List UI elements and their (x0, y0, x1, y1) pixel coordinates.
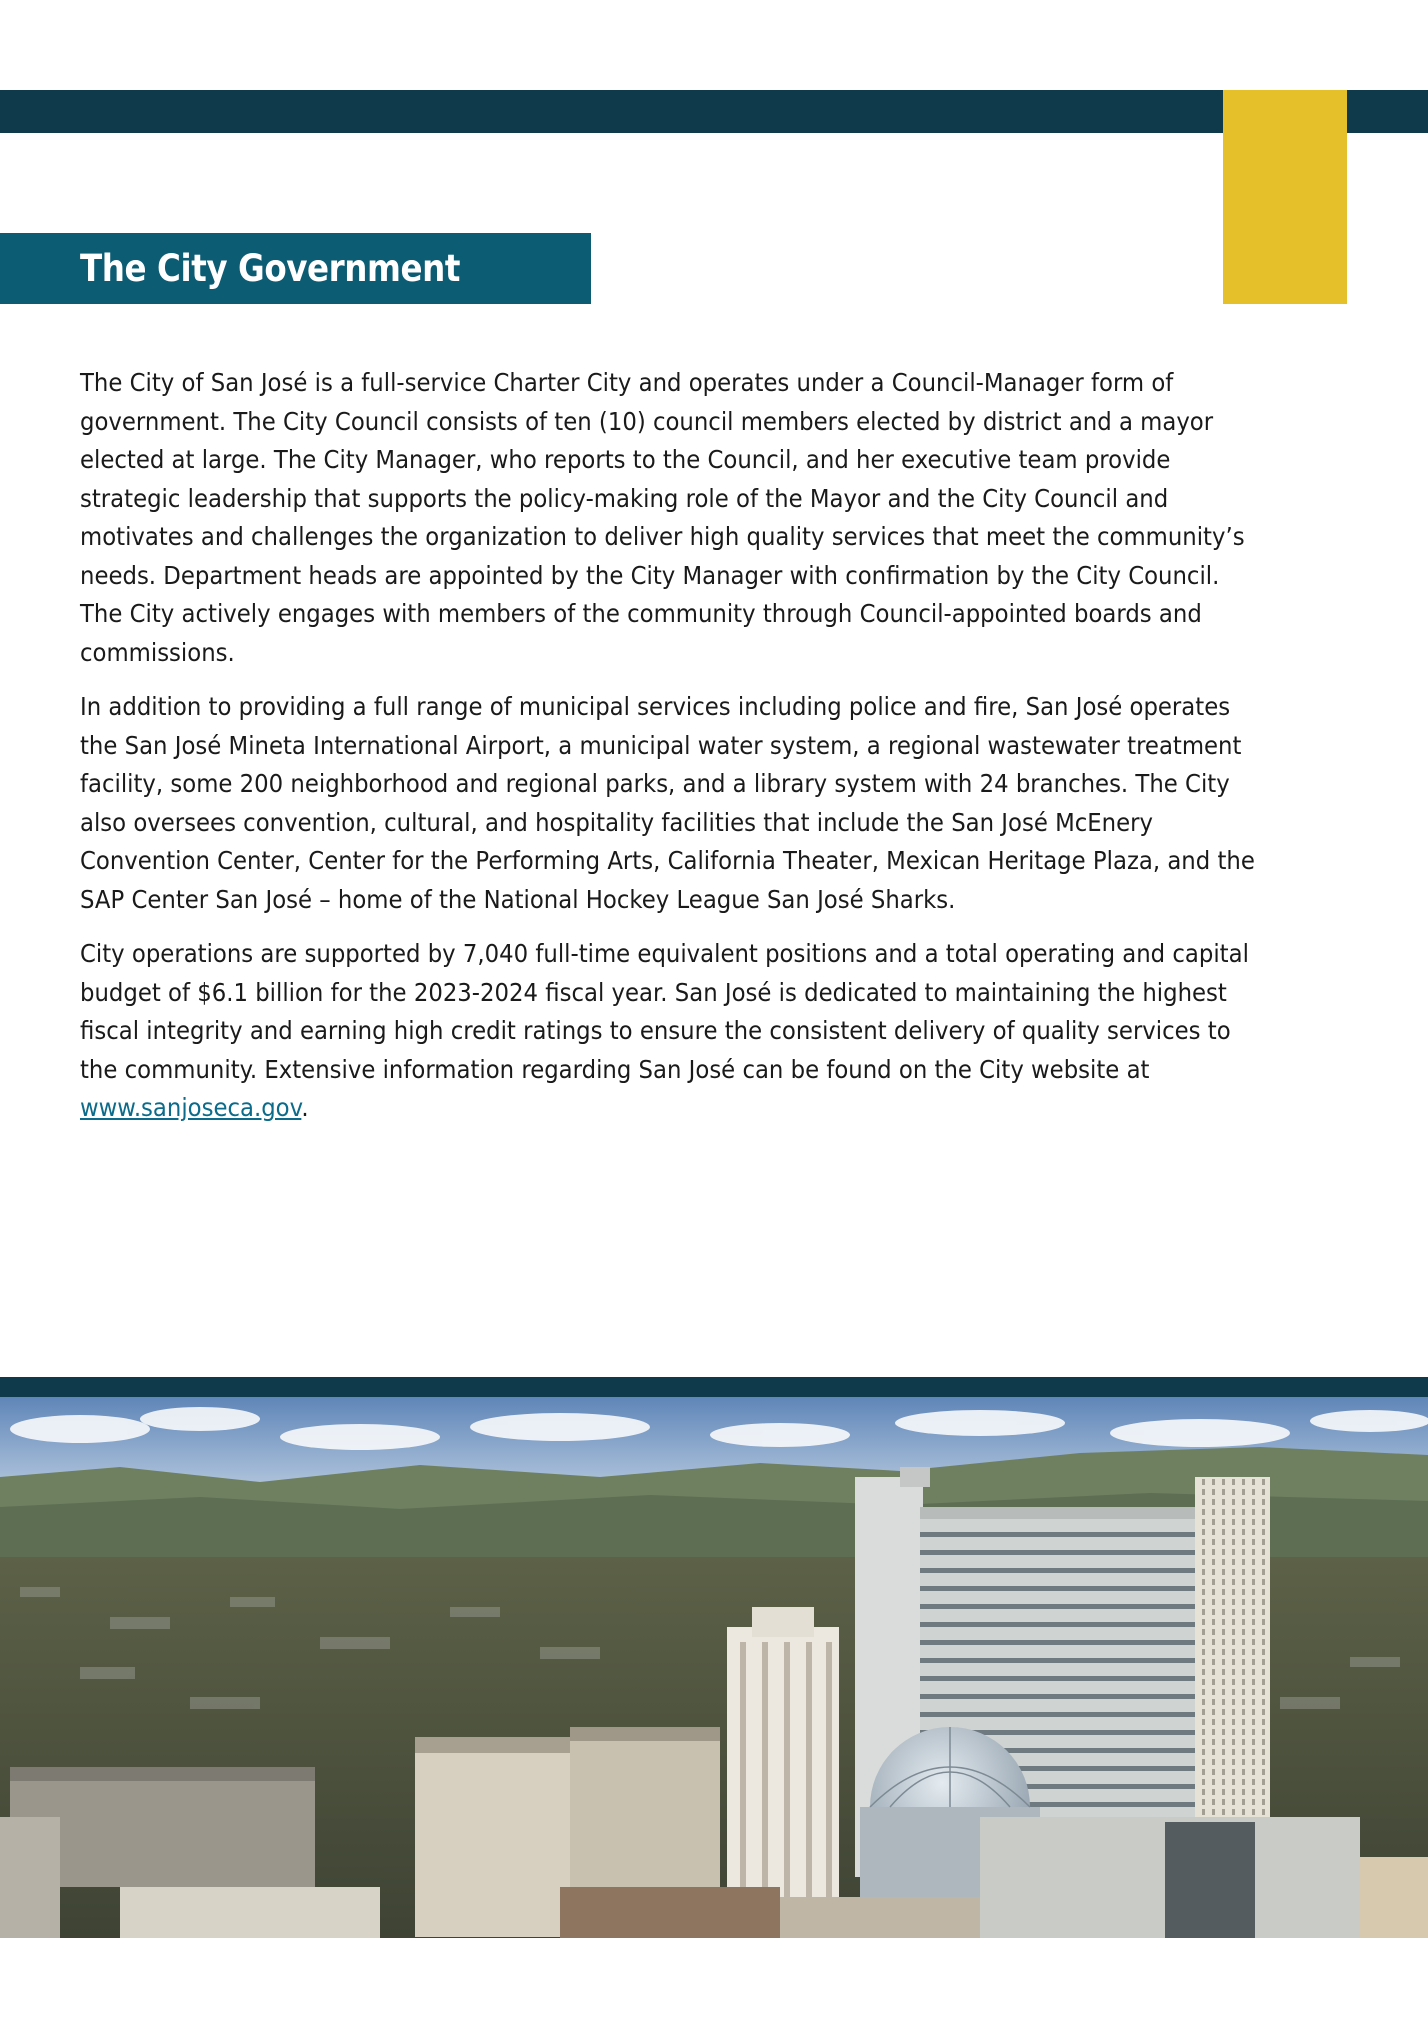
paragraph-3-text: City operations are supported by 7,040 full-time equivalent positions and a total operating and capital budget of $6.1 billion for the 2023-2024 fiscal year. San José is dedicated to maintaining the highest fiscal integrity and earning high credit ratings to ensure the consistent delivery of quality services to the community. Extensive information regarding San José can be found on the City website at (80, 939, 1249, 1084)
body-text (80, 364, 1261, 1144)
top-navy-band (0, 90, 1428, 133)
bottom-navy-band (0, 1377, 1428, 1397)
paragraph-1: The City of San José is a full-service Charter City and operates under a Council-Manager form of government. The City Council consists of ten (10) council members elected by district and a mayor elected at large. The City Manager, who reports to the Council, and her executive team provide strategic leadership that supports the policy-making role of the Mayor and the City Council and motivates and challenges the organization to deliver high quality services that meet the community’s needs. Department heads are appointed by the City Manager with confirmation by the City Council. The City actively engages with members of the community through Council-appointed boards and commissions. (80, 368, 1245, 667)
paragraph-3-end: . (301, 1093, 309, 1122)
gold-accent-block (1223, 90, 1347, 304)
section-title-bar (0, 233, 591, 304)
paragraph-2: In addition to providing a full range of municipal services including police and fire, San José operates the San José Mineta International Airport, a municipal water system, a regional wastewater treatment facility, some 200 neighborhood and regional parks, and a library system with 24 branches. The City also oversees convention, cultural, and hospitality facilities that include the San José McEnery Convention Center, Center for the Performing Arts, California Theater, Mexican Heritage Plaza, and the SAP Center San José – home of the National Hockey League San José Sharks. (80, 692, 1255, 914)
section-title: The City Government (80, 247, 461, 290)
city-skyline-photo (0, 1397, 1428, 1938)
paragraph-3 (80, 935, 1261, 1128)
city-website-link[interactable]: www.sanjoseca.gov (80, 1093, 302, 1122)
